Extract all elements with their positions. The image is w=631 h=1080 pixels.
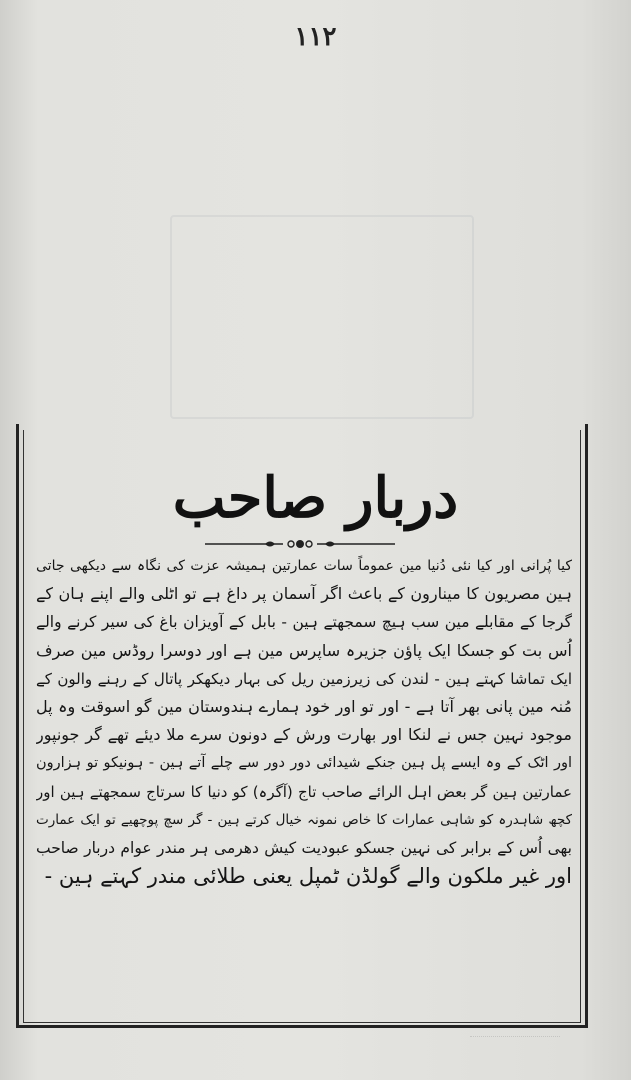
body-paragraph: [36, 552, 572, 890]
text-line: گرجا کے مقابلے مین سب ہیچ سمجھتے ہین - بابل کے آویزان باغ کی سیر کرنے والے: [36, 613, 572, 632]
text-line: اُس بت کو جسکا ایک پاؤن جزیرہ ساپرس مین ہے اور دوسرا روڈس مین صرف: [36, 640, 572, 660]
text-line: مُنہ مین پانی بھر آتا ہے - اور تو اور خود ہمارے ہندوستان مین گو اسوقت وہ پل: [36, 697, 572, 717]
text-line: ہین مصریون کا مینارون کے باعث اگر آسمان پر داغ ہے تو اٹلی والے اپنے ہان کے: [36, 584, 572, 604]
text-line: موجود نہین جس نے لنکا اور بھارت ورش کے دونون سرے ملا دیئے تھے گر جونپور: [36, 725, 572, 745]
text-line: بھی اُس کے برابر کی نہین جسکو عبودیت کیش دھرمی ہر مندر عوام دربار صاحب: [36, 839, 572, 858]
faint-margin-mark: [470, 1036, 560, 1057]
text-line: اور اٹک کے وہ ایسے پل ہین جنکے شیدائی دور دور سے چلے آتے ہین - ہونیکو تو ہزارون: [36, 755, 572, 772]
page-number: ۱۱۲: [294, 22, 337, 52]
chapter-heading: دربار صاحب: [172, 465, 459, 531]
text-line: اور غیر ملکون والے گولڈن ٹمپل یعنی طلائی مندر کہتے ہین -: [44, 864, 572, 889]
text-line: کیا پُرانی اور کیا نئی دُنیا مین عموماً سات عمارتین ہمیشہ عزت کی نگاہ سے دیکھی جاتی: [36, 558, 572, 574]
text-line: عمارتین ہین گر بعض اہل الرائے صاحب تاج (آگرہ) کو دنیا کا سرتاج سمجھتے ہین اور: [36, 782, 572, 801]
divider-ornament-icon: [205, 536, 395, 552]
text-line: کچھ شاہدرہ کو شاہی عمارات کا خاص نمونہ خیال کرتے ہین - گر سچ پوچھیے تو ایک عمارت: [36, 811, 572, 828]
text-line: ایک تماشا کہتے ہین - لندن کی زیرزمین ریل کی بہار دیکھکر پاتال کے رہنے والون کے: [36, 669, 572, 688]
bleed-through-image: [170, 215, 474, 419]
